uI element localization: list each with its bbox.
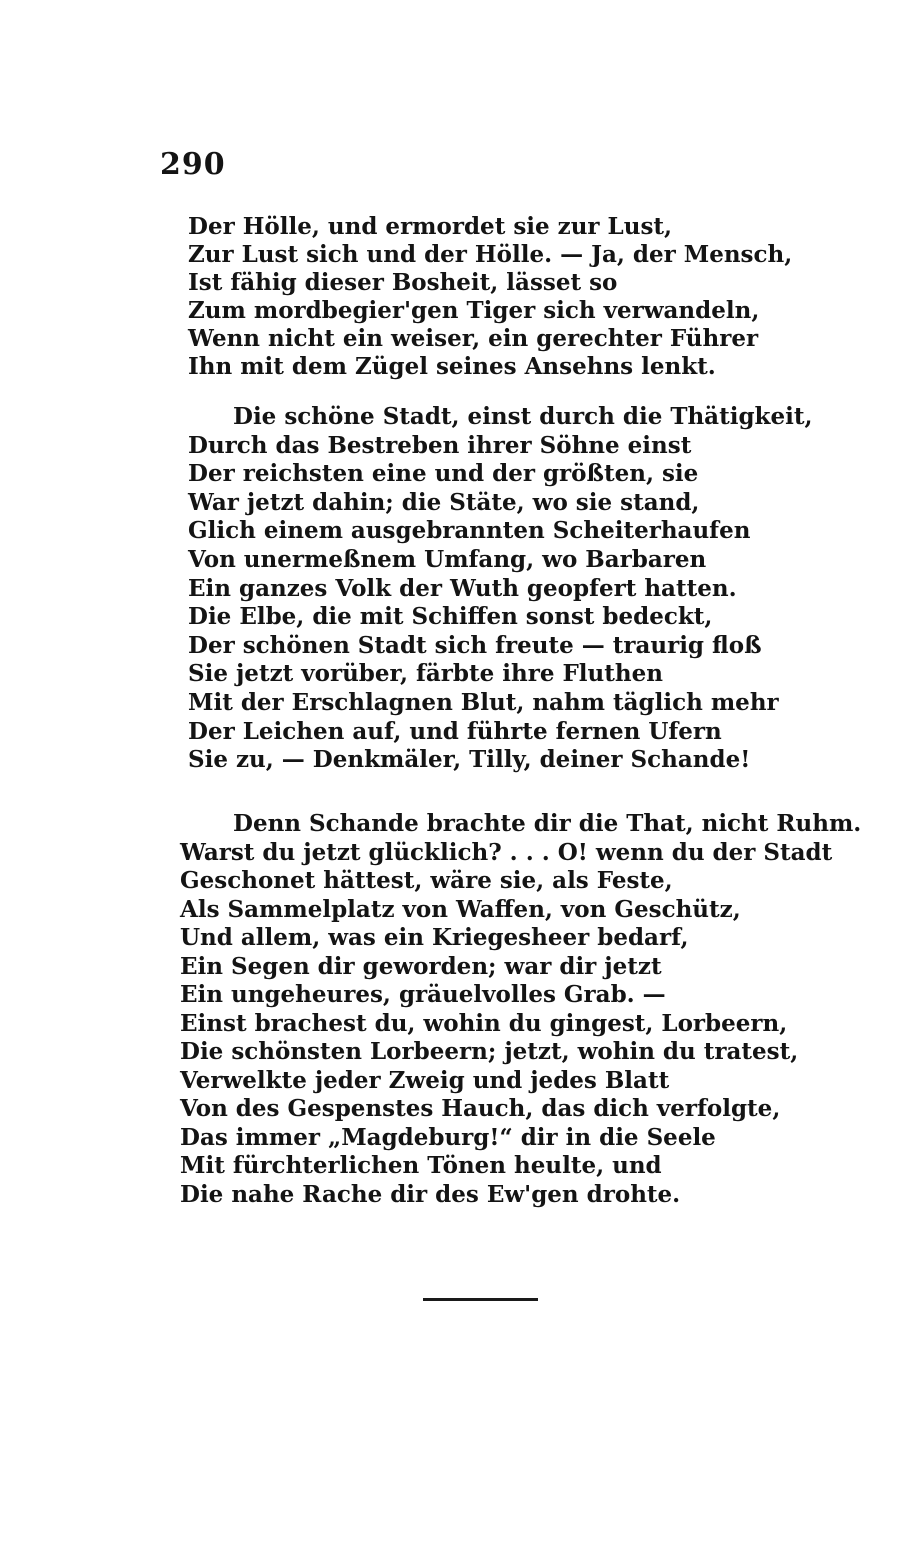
verse-line: Die schöne Stadt, einst durch die Thätigkeit,	[233, 403, 813, 430]
verse-line: Als Sammelplatz von Waffen, von Geschütz,	[180, 896, 741, 923]
verse-line: Warst du jetzt glücklich? . . . O! wenn du der Stadt	[180, 839, 833, 866]
verse-line: Ein Segen dir geworden; war dir jetzt	[180, 953, 662, 980]
verse-line: Mit der Erschlagnen Blut, nahm täglich mehr	[188, 689, 779, 716]
verse-line: Mit fürchterlichen Tönen heulte, und	[180, 1152, 662, 1179]
verse-line: Die schönsten Lorbeern; jetzt, wohin du tratest,	[180, 1038, 799, 1065]
verse-line: Ihn mit dem Zügel seines Ansehns lenkt.	[188, 353, 716, 380]
verse-line: Sie jetzt vorüber, färbte ihre Fluthen	[188, 660, 663, 687]
verse-line: Verwelkte jeder Zweig und jedes Blatt	[180, 1067, 670, 1094]
verse-line: Der reichsten eine und der größten, sie	[188, 460, 699, 487]
verse-line: Ein ganzes Volk der Wuth geopfert hatten.	[188, 575, 737, 602]
verse-line: Von unermeßnem Umfang, wo Barbaren	[188, 546, 707, 573]
verse-line: Der Hölle, und ermordet sie zur Lust,	[188, 213, 673, 240]
page-number: 290	[160, 147, 226, 182]
verse-line: Zur Lust sich und der Hölle. — Ja, der Mensch,	[188, 241, 793, 268]
verse-line: Das immer „Magdeburg!“ dir in die Seele	[180, 1124, 716, 1151]
end-rule	[423, 1298, 538, 1301]
verse-line: Der Leichen auf, und führte fernen Ufern	[188, 718, 722, 745]
verse-line: Einst brachest du, wohin du gingest, Lorbeern,	[180, 1010, 788, 1037]
verse-line: Sie zu, — Denkmäler, Tilly, deiner Schande!	[188, 746, 751, 773]
verse-line: Und allem, was ein Kriegesheer bedarf,	[180, 924, 689, 951]
verse-line: Geschonet hättest, wäre sie, als Feste,	[180, 867, 673, 894]
verse-line: Wenn nicht ein weiser, ein gerechter Führer	[188, 325, 759, 352]
verse-line: Zum mordbegier'gen Tiger sich verwandeln,	[188, 297, 760, 324]
verse-line: Ist fähig dieser Bosheit, lässet so	[188, 269, 618, 296]
verse-line: Der schönen Stadt sich freute — traurig floß	[188, 632, 762, 659]
verse-line: Denn Schande brachte dir die That, nicht Ruhm.	[233, 810, 862, 837]
verse-line: Die Elbe, die mit Schiffen sonst bedeckt,	[188, 603, 713, 630]
verse-line: Von des Gespenstes Hauch, das dich verfolgte,	[180, 1095, 781, 1122]
verse-line: Die nahe Rache dir des Ew'gen drohte.	[180, 1181, 681, 1208]
verse-line: War jetzt dahin; die Stäte, wo sie stand,	[188, 489, 700, 516]
verse-line: Ein ungeheures, gräuelvolles Grab. —	[180, 981, 666, 1008]
verse-line: Glich einem ausgebrannten Scheiterhaufen	[188, 517, 751, 544]
verse-line: Durch das Bestreben ihrer Söhne einst	[188, 432, 692, 459]
